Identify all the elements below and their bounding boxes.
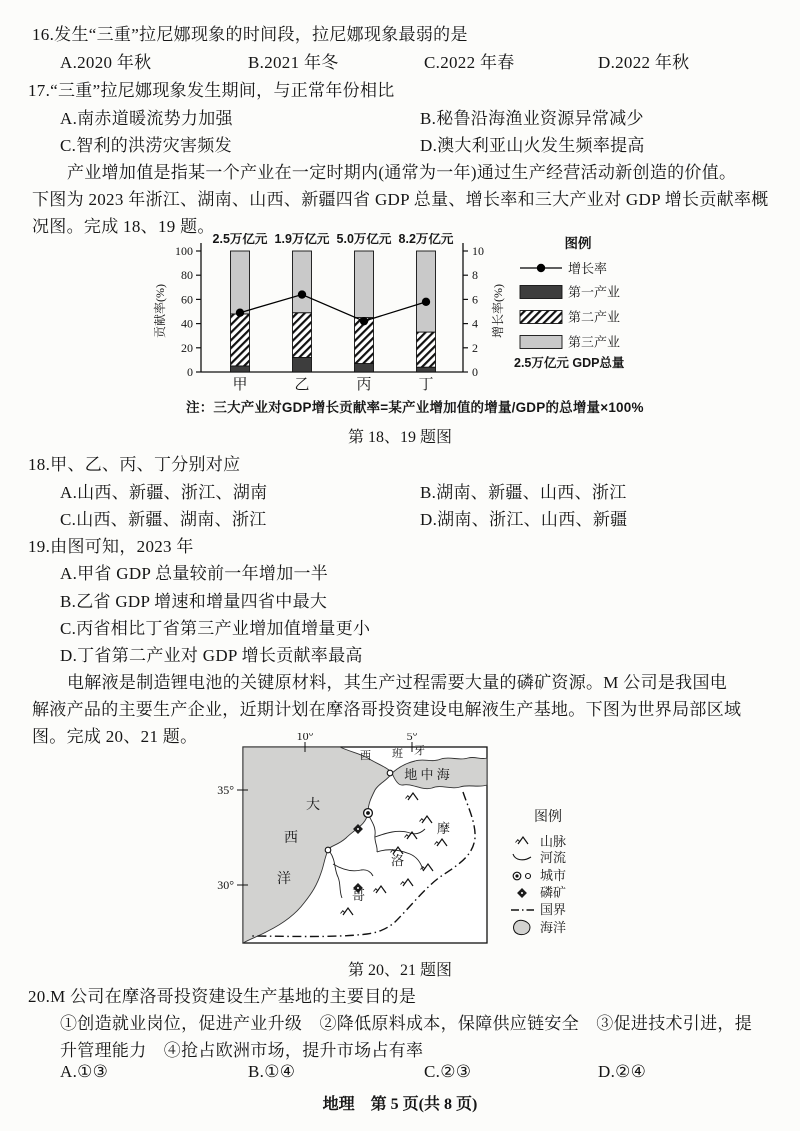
- q19-option-c: C.丙省相比丁省第三产业增加值增量更小: [60, 619, 371, 638]
- q16-option-c: C.2022 年春: [424, 53, 515, 72]
- gdp-total-label: 1.9万亿元: [274, 233, 330, 246]
- bar-segment-第三产业: [293, 251, 312, 313]
- q17-option-a: A.南赤道暖流势力加强: [60, 109, 233, 128]
- q17-option-d: D.澳大利亚山火发生频率提高: [420, 136, 645, 155]
- right-tick-label: 10: [472, 244, 484, 258]
- q16-stem: 16.发生“三重”拉尼娜现象的时间段，拉尼娜现象最弱的是: [32, 25, 468, 44]
- category-label: 甲: [232, 377, 248, 393]
- lon-tick-5: 5°: [406, 733, 418, 743]
- growth-rate-point: [360, 317, 368, 325]
- para1-line1: 产业增加值是指某一个产业在一定时期内(通常为一年)通过生产经营活动新创造的价值。: [67, 163, 737, 182]
- right-tick-label: 8: [472, 268, 478, 283]
- q20-option-b: B.①④: [248, 1062, 296, 1081]
- bar-segment-第二产业: [293, 313, 312, 358]
- para2-line3: 图。完成 20、21 题。: [32, 727, 198, 746]
- map-legend-label-mountain: 山脉: [540, 834, 567, 849]
- growth-rate-point: [236, 309, 244, 317]
- label-spain-char3: 牙: [414, 745, 425, 757]
- bar-segment-第三产业: [231, 251, 250, 314]
- label-spain-char1: 西: [360, 750, 371, 762]
- q16-option-a: A.2020 年秋: [60, 53, 152, 72]
- growth-rate-point: [298, 290, 306, 298]
- q19-stem: 19.由图可知，2023 年: [28, 537, 194, 556]
- ocean-icon: [514, 920, 530, 934]
- category-label: 丁: [418, 377, 434, 393]
- q20-items-line1: ①创造就业岗位，促进产业升级 ②降低原料成本，保障供应链安全 ③促进技术引进，提: [60, 1014, 752, 1033]
- mountain-icon: [516, 837, 529, 844]
- gdp-total-label: 5.0万亿元: [336, 233, 392, 246]
- growth-rate-line: [240, 295, 426, 322]
- map-caption: 第 20、21 题图: [347, 962, 452, 979]
- q19-option-d: D.丁省第二产业对 GDP 增长贡献率最高: [60, 646, 363, 665]
- left-axis-title: 贡献率(%): [153, 284, 167, 338]
- q20-option-a: A.①③: [60, 1062, 109, 1081]
- category-label: 丙: [356, 377, 372, 393]
- chart-legend-gdp-key: 2.5万亿元 GDP总量: [514, 356, 625, 370]
- gdp-total-label: 8.2万亿元: [398, 233, 454, 246]
- bar-segment-第一产业: [355, 364, 374, 372]
- q20-option-d: D.②④: [598, 1062, 647, 1081]
- chart-legend-label-line: 增长率: [568, 261, 608, 276]
- bar-segment-第一产业: [417, 367, 436, 372]
- lat-tick-35: 35°: [217, 783, 234, 797]
- map-legend-label-ocean: 海洋: [540, 920, 567, 935]
- label-mediterranean: 地 中 海: [404, 767, 450, 782]
- q20-stem: 20.M 公司在摩洛哥投资建设生产基地的主要目的是: [28, 987, 417, 1006]
- map-legend-label-river: 河流: [540, 850, 567, 865]
- para2-line2: 解液产品的主要生产企业，近期计划在摩洛哥投资建设电解液生产基地。下图为世界局部区域: [32, 700, 742, 719]
- q17-stem: 17.“三重”拉尼娜现象发生期间，与正常年份相比: [28, 81, 395, 100]
- right-tick-label: 0: [472, 365, 478, 379]
- left-tick-label: 40: [181, 316, 193, 331]
- gdp-total-label: 2.5万亿元: [212, 233, 268, 246]
- category-label: 乙: [294, 377, 310, 393]
- map-legend: [511, 809, 566, 935]
- q18-option-c: C.山西、新疆、湖南、浙江: [60, 510, 267, 529]
- legend-swatch: [520, 336, 562, 349]
- q20-items-line2: 升管理能力 ④抢占欧洲市场，提升市场占有率: [60, 1041, 424, 1060]
- q20-option-c: C.②③: [424, 1062, 472, 1081]
- q16-option-d: D.2022 年秋: [598, 53, 690, 72]
- growth-rate-legend-icon: [537, 264, 545, 272]
- q18-option-d: D.湖南、浙江、山西、新疆: [420, 510, 628, 529]
- left-tick-label: 20: [181, 340, 193, 355]
- chart-caption: 第 18、19 题图: [347, 429, 452, 446]
- chart-legend-title: 图例: [564, 236, 592, 251]
- q18-option-b: B.湖南、新疆、山西、浙江: [420, 483, 627, 502]
- q17-option-c: C.智利的洪涝灾害频发: [60, 136, 232, 155]
- map-legend-title: 图例: [534, 810, 562, 825]
- q18-stem: 18.甲、乙、丙、丁分别对应: [28, 455, 241, 474]
- q19-option-b: B.乙省 GDP 增速和增量四省中最大: [60, 592, 328, 611]
- chart-legend-label-series: 第二产业: [568, 309, 621, 325]
- label-spain-char2: 班: [392, 748, 403, 760]
- para1-line3: 况图。完成 18、19 题。: [32, 217, 215, 236]
- chart-note: 注：三大产业对GDP增长贡献率=某产业增加值的增量/GDP的总增量×100%: [186, 400, 644, 415]
- map-legend-label-phosphate: 磷矿: [540, 885, 567, 900]
- left-tick-label: 60: [181, 292, 193, 307]
- label-morocco-char3: 哥: [352, 888, 366, 903]
- label-atlantic-char1: 大: [306, 798, 320, 813]
- label-morocco-char1: 摩: [437, 821, 451, 836]
- q18-option-a: A.山西、新疆、浙江、湖南: [60, 483, 268, 502]
- map-legend-label-border: 国界: [540, 902, 567, 917]
- q17-option-b: B.秘鲁沿海渔业资源异常减少: [420, 109, 644, 128]
- right-tick-label: 6: [472, 292, 478, 307]
- q19-option-a: A.甲省 GDP 总量较前一年增加一半: [60, 564, 329, 583]
- bar-segment-第二产业: [231, 314, 250, 366]
- bar-segment-第二产业: [417, 332, 436, 367]
- bar-segment-第一产业: [293, 357, 312, 372]
- left-tick-label: 0: [187, 365, 193, 379]
- morocco-map: [200, 733, 640, 963]
- growth-rate-point: [422, 298, 430, 306]
- lat-tick-30: 30°: [217, 878, 234, 892]
- page-footer: 地理 第 5 页(共 8 页): [322, 1096, 478, 1113]
- phosphate-icon: [517, 888, 527, 898]
- map-legend-label-city: 城市: [540, 868, 567, 883]
- right-tick-label: 4: [472, 316, 478, 331]
- lon-tick-10: 10°: [296, 733, 314, 743]
- label-morocco-char2: 洛: [391, 853, 405, 868]
- city-icon: [513, 872, 530, 880]
- bar-segment-第三产业: [417, 251, 436, 332]
- para2-line1: 电解液是制造锂电池的关键原材料，其生产过程需要大量的磷矿资源。M 公司是我国电: [67, 673, 728, 692]
- bar-segment-第一产业: [231, 366, 250, 372]
- para1-line2: 下图为 2023 年浙江、湖南、山西、新疆四省 GDP 总量、增长率和三大产业对 GDP 增长贡献率概: [32, 190, 769, 209]
- right-axis-title: 增长率(%): [491, 284, 505, 338]
- q16-option-b: B.2021 年冬: [248, 53, 339, 72]
- legend-swatch: [520, 311, 562, 324]
- left-tick-label: 80: [181, 268, 193, 283]
- legend-swatch: [520, 286, 562, 299]
- bar-segment-第三产业: [355, 251, 374, 318]
- label-atlantic-char2: 西: [284, 831, 298, 846]
- label-atlantic-char3: 洋: [277, 872, 291, 887]
- chart-legend-label-series: 第三产业: [568, 334, 621, 350]
- left-tick-label: 100: [175, 244, 193, 258]
- chart-legend-label-series: 第一产业: [568, 284, 621, 300]
- river-icon: [513, 854, 531, 860]
- right-tick-label: 2: [472, 340, 478, 355]
